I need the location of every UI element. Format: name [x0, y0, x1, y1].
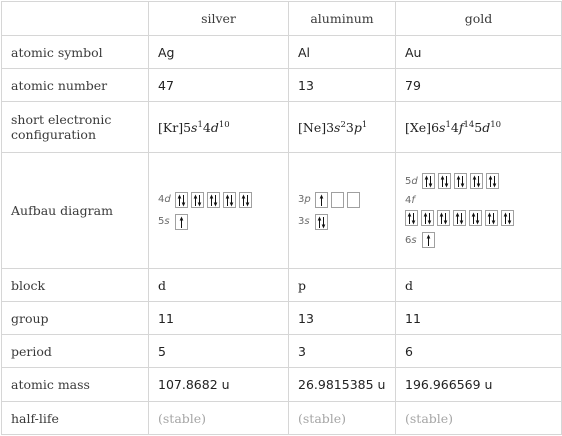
aufbau-diagram	[158, 192, 279, 230]
spin-down-arrow-icon	[508, 213, 512, 225]
aluminum-block: p	[289, 269, 396, 302]
config-shell-number: 5	[474, 119, 483, 135]
row-atomic-number	[2, 69, 562, 102]
row-period	[2, 335, 562, 368]
gold-atomic-number: 79	[396, 69, 562, 102]
orbital-boxes	[175, 214, 188, 230]
orbital-electrons	[423, 233, 434, 247]
orbital-boxes	[315, 214, 328, 230]
gold-period: 6	[396, 335, 562, 368]
config-core: [Xe]	[405, 119, 432, 135]
orbital-box	[315, 214, 328, 230]
orbital-electrons	[406, 211, 417, 225]
orbital-box	[486, 173, 499, 189]
orbital-label	[405, 176, 422, 187]
aluminum-atomic-symbol: Al	[289, 36, 396, 69]
orbital-box	[175, 192, 188, 208]
orbital-box	[485, 210, 498, 226]
config-formula	[298, 120, 367, 135]
orbital-label	[405, 235, 422, 246]
config-electron-count: 1	[445, 119, 451, 130]
orbital-shell-number: 4	[405, 195, 412, 206]
orbital-shell-number: 3	[298, 194, 305, 205]
orbital-subshell-letter: s	[304, 216, 310, 227]
config-shell-number: 3	[345, 119, 354, 135]
label-atomic-mass: atomic mass	[2, 368, 149, 402]
spin-down-arrow-icon	[429, 176, 433, 188]
spin-down-arrow-icon	[477, 176, 481, 188]
orbital-box	[438, 173, 451, 189]
orbital-box	[453, 210, 466, 226]
config-electron-count: 10	[218, 119, 230, 130]
row-block	[2, 269, 562, 302]
orbital-box	[223, 192, 236, 208]
orbital-box	[421, 210, 434, 226]
config-subshell-letter: d	[210, 119, 219, 135]
orbital-shell-number: 4	[158, 194, 165, 205]
header-aluminum: aluminum	[289, 2, 396, 36]
orbital-subshell-letter: s	[164, 216, 170, 227]
spin-up-arrow-icon	[180, 216, 184, 228]
gold-aufbau-diagram	[396, 153, 562, 269]
orbital-electrons	[348, 193, 359, 207]
gold-atomic-mass: 196.966569 u	[396, 368, 562, 402]
orbital-box	[239, 192, 252, 208]
config-shell-number: 5	[183, 119, 192, 135]
orbital-electrons	[176, 215, 187, 229]
spin-up-arrow-icon	[424, 213, 428, 225]
config-shell-number: 4	[450, 119, 459, 135]
orbital-electrons	[332, 193, 343, 207]
spin-down-arrow-icon	[460, 213, 464, 225]
spin-up-arrow-icon	[456, 213, 460, 225]
gold-group: 11	[396, 302, 562, 335]
orbital-electrons	[192, 193, 203, 207]
spin-down-arrow-icon	[198, 195, 202, 207]
spin-down-arrow-icon	[476, 213, 480, 225]
orbital-electrons	[423, 174, 434, 188]
orbital-row	[158, 192, 279, 208]
orbital-electrons	[470, 211, 481, 225]
spin-down-arrow-icon	[246, 195, 250, 207]
orbital-box	[207, 192, 220, 208]
orbital-box	[315, 192, 328, 208]
silver-electronic-configuration	[149, 102, 289, 153]
spin-down-arrow-icon	[428, 213, 432, 225]
spin-up-arrow-icon	[226, 194, 230, 206]
orbital-electrons	[316, 193, 327, 207]
header-gold: gold	[396, 2, 562, 36]
orbital-electrons	[487, 174, 498, 188]
silver-period: 5	[149, 335, 289, 368]
orbital-box	[422, 173, 435, 189]
spin-up-arrow-icon	[318, 216, 322, 228]
row-aufbau-diagram	[2, 153, 562, 269]
orbital-row	[298, 192, 386, 208]
label-block: block	[2, 269, 149, 302]
config-formula	[405, 120, 501, 135]
spin-up-arrow-icon	[472, 213, 476, 225]
row-group	[2, 302, 562, 335]
orbital-box	[437, 210, 450, 226]
header-silver: silver	[149, 2, 289, 36]
label-electronic-configuration-line2: configuration	[11, 127, 96, 142]
orbital-electrons	[438, 211, 449, 225]
aluminum-electronic-configuration	[289, 102, 396, 153]
spin-down-arrow-icon	[461, 176, 465, 188]
orbital-boxes	[175, 192, 252, 208]
spin-down-arrow-icon	[182, 195, 186, 207]
orbital-row	[158, 214, 279, 230]
row-atomic-symbol	[2, 36, 562, 69]
orbital-row	[298, 214, 386, 230]
orbital-label	[298, 216, 315, 227]
spin-up-arrow-icon	[210, 194, 214, 206]
config-subshell-letter: f	[458, 119, 464, 135]
aluminum-group: 13	[289, 302, 396, 335]
spin-up-arrow-icon	[427, 235, 431, 247]
orbital-box	[405, 210, 418, 226]
config-electron-count: 14	[463, 119, 475, 130]
aluminum-aufbau-diagram	[289, 153, 396, 269]
row-atomic-mass	[2, 368, 562, 402]
orbital-shell-number: 3	[298, 216, 305, 227]
label-aufbau-diagram: Aufbau diagram	[2, 153, 149, 269]
spin-up-arrow-icon	[440, 213, 444, 225]
gold-half-life: (stable)	[396, 402, 562, 435]
config-electron-count: 1	[197, 119, 203, 130]
orbital-electrons	[422, 211, 433, 225]
spin-up-arrow-icon	[457, 176, 461, 188]
spin-down-arrow-icon	[493, 176, 497, 188]
spin-down-arrow-icon	[444, 213, 448, 225]
silver-block: d	[149, 269, 289, 302]
label-half-life: half-life	[2, 402, 149, 435]
orbital-label	[405, 195, 422, 206]
orbital-box	[331, 192, 344, 208]
spin-up-arrow-icon	[489, 176, 493, 188]
aufbau-diagram	[405, 173, 552, 248]
header-empty-cell	[2, 2, 149, 36]
silver-group: 11	[149, 302, 289, 335]
orbital-electrons	[502, 211, 513, 225]
spin-down-arrow-icon	[445, 176, 449, 188]
orbital-label	[158, 194, 175, 205]
aufbau-diagram	[298, 192, 386, 230]
orbital-box	[191, 192, 204, 208]
aluminum-period: 3	[289, 335, 396, 368]
orbital-label	[158, 216, 175, 227]
orbital-subshell-letter: f	[411, 195, 415, 206]
spin-up-arrow-icon	[425, 176, 429, 188]
spin-up-arrow-icon	[178, 194, 182, 206]
orbital-subshell-letter: p	[304, 194, 311, 205]
element-comparison-table	[1, 1, 562, 435]
orbital-boxes	[405, 210, 514, 226]
orbital-shell-number: 5	[158, 216, 165, 227]
spin-down-arrow-icon	[322, 217, 326, 229]
spin-up-arrow-icon	[488, 213, 492, 225]
aluminum-half-life: (stable)	[289, 402, 396, 435]
config-electron-count: 1	[361, 119, 368, 130]
orbital-boxes	[422, 173, 499, 189]
config-core: [Ne]	[298, 119, 327, 135]
orbital-electrons	[176, 193, 187, 207]
gold-atomic-symbol: Au	[396, 36, 562, 69]
spin-down-arrow-icon	[492, 213, 496, 225]
label-atomic-number: atomic number	[2, 69, 149, 102]
orbital-boxes	[315, 192, 360, 208]
silver-aufbau-diagram	[149, 153, 289, 269]
silver-atomic-symbol: Ag	[149, 36, 289, 69]
spin-up-arrow-icon	[441, 176, 445, 188]
config-subshell-letter: d	[482, 119, 491, 135]
orbital-boxes	[422, 232, 435, 248]
config-formula	[158, 120, 230, 135]
spin-down-arrow-icon	[214, 195, 218, 207]
orbital-subshell-letter: d	[411, 175, 418, 187]
orbital-row	[405, 195, 552, 226]
orbital-label	[298, 194, 315, 205]
spin-up-arrow-icon	[194, 194, 198, 206]
gold-electronic-configuration	[396, 102, 562, 153]
label-electronic-configuration	[2, 102, 149, 153]
orbital-box	[347, 192, 360, 208]
orbital-box	[470, 173, 483, 189]
label-period: period	[2, 335, 149, 368]
orbital-subshell-letter: d	[164, 194, 171, 205]
config-shell-number: 6	[431, 119, 440, 135]
orbital-shell-number: 6	[405, 234, 412, 246]
orbital-electrons	[316, 215, 327, 229]
orbital-box	[422, 232, 435, 248]
gold-block: d	[396, 269, 562, 302]
orbital-box	[175, 214, 188, 230]
config-subshell-letter: s	[334, 119, 341, 135]
orbital-row	[405, 232, 552, 248]
config-core: [Kr]	[158, 119, 184, 135]
orbital-row	[405, 173, 552, 189]
spin-up-arrow-icon	[242, 194, 246, 206]
header-row	[2, 2, 562, 36]
spin-up-arrow-icon	[504, 213, 508, 225]
label-electronic-configuration-line1: short electronic	[11, 112, 112, 127]
orbital-electrons	[471, 174, 482, 188]
aluminum-atomic-number: 13	[289, 69, 396, 102]
orbital-electrons	[208, 193, 219, 207]
orbital-box	[501, 210, 514, 226]
row-half-life	[2, 402, 562, 435]
label-atomic-symbol: atomic symbol	[2, 36, 149, 69]
orbital-electrons	[439, 174, 450, 188]
config-subshell-letter: p	[353, 119, 362, 135]
orbital-electrons	[455, 174, 466, 188]
silver-atomic-mass: 107.8682 u	[149, 368, 289, 402]
orbital-electrons	[224, 193, 235, 207]
aluminum-atomic-mass: 26.9815385 u	[289, 368, 396, 402]
orbital-electrons	[240, 193, 251, 207]
orbital-box	[469, 210, 482, 226]
row-electronic-configuration	[2, 102, 562, 153]
orbital-electrons	[454, 211, 465, 225]
orbital-electrons	[486, 211, 497, 225]
config-shell-number: 3	[326, 119, 335, 135]
config-subshell-letter: s	[439, 119, 446, 135]
config-shell-number: 4	[202, 119, 211, 135]
spin-down-arrow-icon	[412, 213, 416, 225]
orbital-subshell-letter: s	[411, 234, 417, 246]
config-electron-count: 2	[340, 119, 346, 130]
silver-atomic-number: 47	[149, 69, 289, 102]
config-electron-count: 10	[490, 119, 502, 130]
silver-half-life: (stable)	[149, 402, 289, 435]
spin-up-arrow-icon	[473, 176, 477, 188]
config-subshell-letter: s	[191, 119, 198, 135]
orbital-box	[454, 173, 467, 189]
orbital-shell-number: 5	[405, 175, 412, 187]
spin-down-arrow-icon	[230, 195, 234, 207]
spin-up-arrow-icon	[320, 194, 324, 206]
spin-up-arrow-icon	[408, 213, 412, 225]
label-group: group	[2, 302, 149, 335]
